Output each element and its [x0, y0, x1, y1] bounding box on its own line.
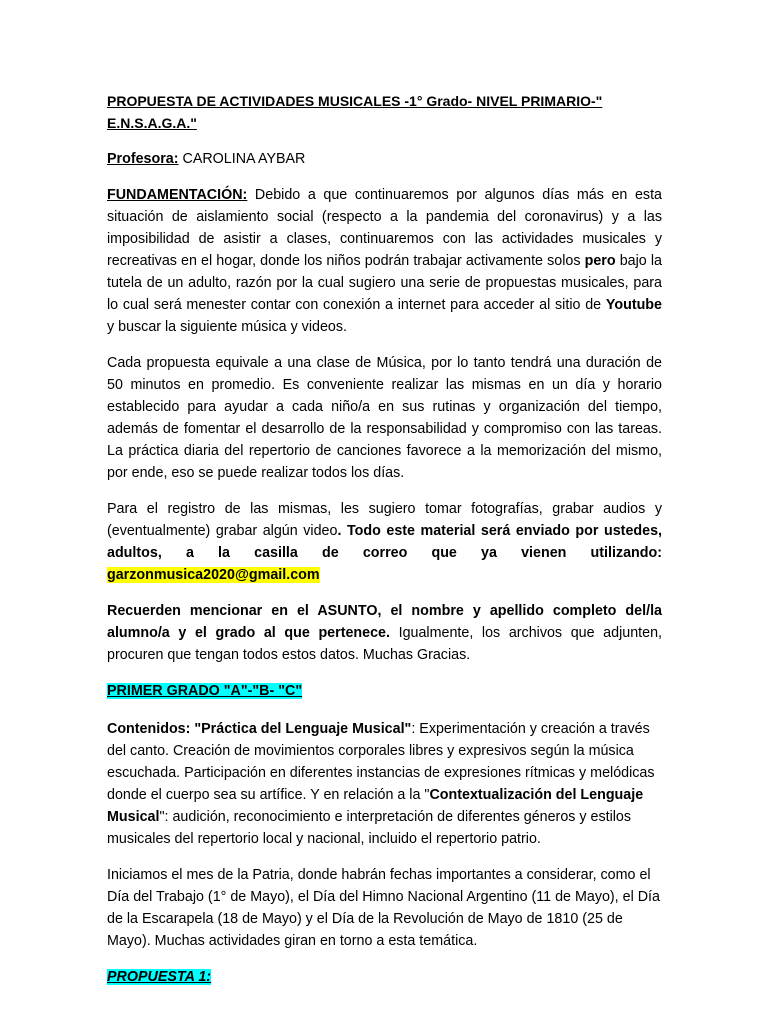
contents-label: Contenidos:: [107, 721, 191, 737]
registro-text: Para el registro de las mismas, les sugiero tomar fotografías, grabar audios y (eventualmente) grabar algún video: [107, 501, 662, 539]
fundamentacion-text-2: bajo la tutela de un adulto, razón por la cual sugiero una serie de propuestas musicales, para lo cual será menester contar con conexión a internet para acceder al sitio de: [107, 253, 662, 313]
registro-bold-text: . Todo este material será enviado por ustedes, adultos, a la casilla de correo que ya vienen utilizando:: [107, 523, 663, 561]
contents-paragraph: [107, 718, 662, 850]
contents-text-2: ": audición, reconocimiento e interpretación de diferentes géneros y estilos musicales del repertorio local y nacional, incluido el repertorio patrio.: [107, 809, 632, 847]
grade-heading-line: [107, 680, 662, 702]
registro-paragraph: [107, 498, 662, 586]
teacher-line: [107, 148, 662, 170]
contents-quote-1: "Práctica del Lenguaje Musical": [190, 721, 412, 737]
grade-heading: PRIMER GRADO "A"-"B- "C": [107, 683, 303, 699]
fundamentacion-bold-youtube: Youtube: [605, 297, 662, 313]
contents-text-1: : Experimentación y creación a través del canto. Creación de movimientos corporales libres y expresivos según la música escuchada. Participación en diferentes instancias de expresiones rítmicas y melódicas donde el cuerpo sea su artífice. Y en relación a la ": [107, 721, 655, 803]
fundamentacion-label: FUNDAMENTACIÓN:: [107, 187, 248, 203]
contents-quote-2: Contextualización del Lenguaje Musical: [107, 787, 644, 825]
asunto-paragraph: [107, 600, 662, 666]
class-duration-paragraph: Cada propuesta equivale a una clase de Música, por lo tanto tendrá una duración de 50 minutos en promedio. Es conveniente realizar las mismas en un día y horario establecido para ayudar a cada niño/a en sus rutinas y organización del tiempo, además de fomentar el desarrollo de la responsabilidad y compromiso con las tareas. La práctica diaria del repertorio de canciones favorece a la memorización del mismo, por ende, eso se puede realizar todos los días.: [107, 355, 662, 481]
asunto-bold-text: Recuerden mencionar en el ASUNTO, el nombre y apellido completo del/la alumno/a y el grado al que pertenece.: [107, 603, 662, 641]
document-title: PROPUESTA DE ACTIVIDADES MUSICALES -1° Grado- NIVEL PRIMARIO-" E.N.S.A.G.A.": [107, 93, 603, 131]
fundamentacion-paragraph: [107, 184, 662, 338]
patria-paragraph: Iniciamos el mes de la Patria, donde habrán fechas importantes a considerar, como el Día del Trabajo (1° de Mayo), el Día del Himno Nacional Argentino (11 de Mayo), el Día de la Escarapela (18 de Mayo) y el Día de la Revolución de Mayo de 1810 (25 de Mayo). Muchas actividades giran en torno a esta temática.: [107, 867, 660, 949]
email-link[interactable]: garzonmusica2020@gmail.com: [107, 567, 320, 583]
proposal-heading: PROPUESTA 1:: [107, 969, 212, 985]
fundamentacion-bold-pero: pero: [584, 253, 616, 269]
fundamentacion-text-1: Debido a que continuaremos por algunos días más en esta situación de aislamiento social (respecto a la pandemia del coronavirus) y a las imposibilidad de asistir a clases, continuaremos con las actividades musicales y recreativas en el hogar, donde los niños podrán trabajar activamente solos: [107, 187, 662, 269]
fundamentacion-text-3: y buscar la siguiente música y videos.: [107, 319, 347, 335]
teacher-name: CAROLINA AYBAR: [178, 151, 306, 167]
proposal-heading-line: [107, 966, 662, 988]
asunto-text: Igualmente, los archivos que adjunten, procuren que tengan todos estos datos. Muchas Gracias.: [107, 625, 663, 663]
teacher-label: Profesora:: [107, 151, 179, 167]
